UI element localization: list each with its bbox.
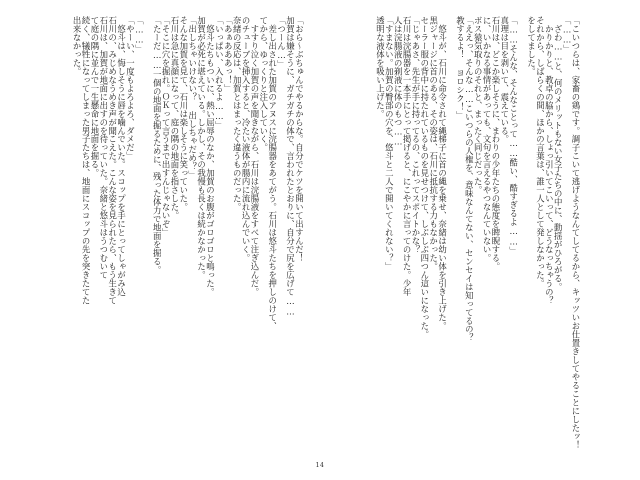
text-line: 「ええっ、そんな……こいつらの人権を、意味なんてない、センセイは知ってるの？ xyxy=(464,16,475,342)
text-line: 「やーい、一度もよろよろ、ダメだ」 xyxy=(125,16,136,161)
text-line: 悠斗が、石川に命令されて縄梯子に首の縄を乗せ、奈緒は幼い体を引き上げた。 xyxy=(437,16,448,331)
text-line: 悠斗は、悔しそうに唇を噛んでいた。スコップを手にとってしゃがみ込 xyxy=(116,16,127,297)
text-line: 石川は急に真顔になって、庭の隅の地面を指さした。 xyxy=(169,16,180,220)
text-line: てから、ゆっくりと注入していく。 xyxy=(258,16,269,152)
left-text-column xyxy=(72,16,303,452)
text-line xyxy=(447,16,456,448)
text-line: 「つーん…」 xyxy=(276,16,287,69)
text-line: 黒ジャージに首のある、その姿は、石川に抵抗する力もなかった。 xyxy=(428,16,439,271)
page-number: 14 xyxy=(315,462,325,469)
text-line: 「……そんな、そんなことって……酷い、酷すぎるよ……」 xyxy=(508,16,519,255)
text-line: 透明な液体を吸い上げた。 xyxy=(375,16,386,118)
text-line: に、いかなる事情があっても、文句を言えるやつなんていない。 xyxy=(482,16,493,263)
text-line: 石川は、どこか楽しそうに、まわりの少年たちの態度を睥睨する。 xyxy=(490,16,501,271)
text-line: 「おら～ぶちゅんでやるからな。自分でケツを開いて出すんだ！ xyxy=(294,16,305,263)
text-line: 加賀は嫌そうに、ガチガチの体で、言われたとおりに、自分で尻を広げて…… xyxy=(285,16,296,317)
text-line: 出来なかった。 xyxy=(72,16,83,76)
text-line: ざわ……と、何のメリットもない女子たちの中に、動揺がひろがる。 xyxy=(553,16,564,291)
text-line: のチューブを挿入すると、冷たい液体が腸内に流れ込んでいく。 xyxy=(241,16,252,263)
text-line: セーラー服の背中に持たれているものを見せつけて、しぶしぶ四つん這いになった。 xyxy=(419,16,430,339)
text-line: そんな加賀を見て、石川は楽しそうに笑っていた。 xyxy=(178,16,189,212)
text-line: 「すまない。加賀の臀部の穴を、悠斗と二人で開いてくれない？」 xyxy=(384,16,395,271)
text-line: をしてました。 xyxy=(526,16,537,76)
text-line: ボス猿気取りのそれと、まったく同じだった。 xyxy=(473,16,484,195)
text-line: 「いっぱい、入れるよ……」 xyxy=(214,16,225,130)
text-line: 石川は浣腸器を一本手にとって掲げると、にこやかに言ってのけた。少年 xyxy=(402,16,413,297)
text-line: 教するよ！ ヨロシク！」 xyxy=(455,16,466,120)
text-line: 「……」 xyxy=(134,16,145,54)
text-line: 差し出された加賀のアヌスに浣腸器をあてがう。石川は悠斗たちを押しのけて、 xyxy=(267,16,278,331)
text-line: 加賀が必死に堪えている。しかし、その我慢も長くは続かなかった。 xyxy=(196,16,207,280)
text-line xyxy=(518,16,527,448)
text-line: 悠斗たちもついに、熱い屈辱のなか、加賀のお腹がゴロゴロと鳴った。 xyxy=(205,16,216,297)
text-line: 「出しちゃいけない？ 出しちゃだめ？」 xyxy=(187,16,198,179)
text-line: 人は浣腸液の剃液に体のもつ…… xyxy=(393,16,404,147)
text-line: 「たーだ……一個の地面を掘るために、残った体力で地面を掘る。 xyxy=(152,16,163,274)
text-line: それから、しばらくの間、ほかの言葉は、誰一人として発しなかった。 xyxy=(535,16,546,288)
text-line: 「……」 xyxy=(562,16,573,54)
text-line: 石川は、加賀が地面に出すのを待っていた。奈緒と悠斗はうつむいて xyxy=(98,16,109,280)
right-text-column xyxy=(375,16,580,452)
text-line xyxy=(143,16,152,448)
text-line: 奈緒の反応は、加賀とはまったく違うものだった。 xyxy=(232,16,243,212)
text-line: すすり泣く加賀の声を聞きながら、石川は浣腸液をすべて注ぎ込んだ。 xyxy=(249,16,260,297)
text-line: 「そこに穴を掘れ。ＯＫって言うまで出すんじゃないぞ」 xyxy=(161,16,172,237)
text-line: 真理は目を剥いて、震えている。 xyxy=(499,16,510,144)
text-line: かりかりと、教卓の脇から、しょっ引いてこいって、どうなっちゃうの？ xyxy=(544,16,555,305)
text-line: て庭の隅に並んで一生懸命に地面を掘る。 xyxy=(89,16,100,178)
text-line: 石川の、みじめなうめき声が聞こえた。こんな姿を見られたら、もう生きて xyxy=(107,16,118,305)
text-line: 「じゃあさ、先生が手に持ってるの、これってスポイトかな？ xyxy=(410,16,421,254)
text-line: 「あぁあああっ！」 xyxy=(223,16,234,93)
text-line: 続く、犠牲になってしまった男子たちは、地面にスコップの先を突きたてた xyxy=(81,16,92,305)
text-line: 「こいつらは、家畜の鶏です。調子こいて逃げようなんてしてるから、キッツいお仕置きしてやることにしたッ！ xyxy=(570,16,581,449)
